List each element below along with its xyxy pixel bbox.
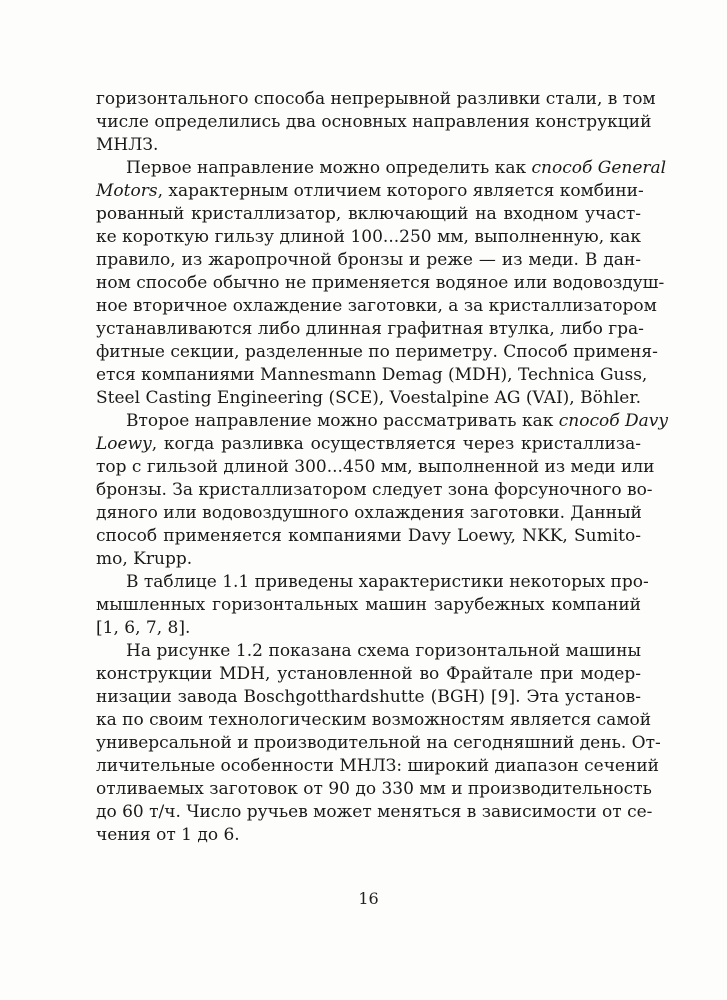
text-line [96,824,641,847]
text-segment: ном способе обычно не применяется водяное или водовоздуш- [96,273,665,293]
text-segment: низации завода Boschgotthardshutte (BGH) [9]. Эта установ- [96,687,641,707]
text-line [96,341,658,364]
text-line [96,157,667,180]
text-line [96,686,641,709]
text-segment: числе определились два основных направления конструкций [96,112,652,132]
text-segment: устанавливаются либо длинная графитная втулка, либо гра- [96,319,644,339]
text-line [96,502,641,525]
text-segment: правило, из жаропрочной бронзы и реже — из меди. В дан- [96,250,641,270]
text-segment: личительные особенности МНЛЗ: широкий диапазон сечений [96,756,659,776]
text-segment: ке короткую гильзу длиной 100...250 мм, выполненную, как [96,227,641,247]
text-segment: мышленных горизонтальных машин зарубежных компаний [96,595,641,615]
italic-text-segment: способ Davy [558,411,668,431]
text-line [96,732,661,755]
text-line [96,709,652,732]
text-block [96,88,668,847]
text-line [96,295,657,318]
text-segment: Steel Casting Engineering (SCE), Voestalpine AG (VAI), Böhler. [96,388,641,408]
text-line [96,249,641,272]
text-segment: На рисунке 1.2 показана схема горизонтальной машины [126,641,641,661]
text-line [96,663,641,686]
text-line [96,364,648,387]
text-line [96,410,668,433]
text-line [96,203,641,226]
text-line [96,571,649,594]
text-segment: отливаемых заготовок от 90 до 330 мм и производительность [96,779,652,799]
text-segment: ется компаниями Mannesmann Demag (MDH), Technica Guss, [96,365,648,385]
text-segment: , когда разливка осуществляется через кристаллиза- [151,434,641,454]
text-segment: фитные секции, разделенные по периметру. Способ применя- [96,342,658,362]
text-line [96,433,641,456]
text-segment: , характерным отличием которого является комбини- [157,181,644,201]
text-segment: [1, 6, 7, 8]. [96,618,191,638]
paragraph [96,157,667,410]
text-segment: ка по своим технологическим возможностям является самой [96,710,652,730]
text-line [96,180,644,203]
text-segment: чения от 1 до 6. [96,825,240,845]
text-segment: бронзы. За кристаллизатором следует зона форсуночного во- [96,480,653,500]
italic-text-segment: Loewy [96,434,152,454]
text-segment: МНЛЗ. [96,135,159,155]
italic-text-segment: способ General [531,158,667,178]
paragraph [96,571,649,640]
text-line [96,111,652,134]
text-line [96,272,665,295]
text-segment: Второе направление можно рассматривать как [126,411,559,431]
text-line [96,617,641,640]
text-line [96,594,641,617]
text-segment: тор с гильзой длиной 300...450 мм, выполненной из меди или [96,457,655,477]
text-segment: дяного или водовоздушного охлаждения заготовки. Данный [96,503,642,523]
text-line [96,134,641,157]
text-segment: до 60 т/ч. Число ручьев может меняться в зависимости от се- [96,802,653,822]
page-number: 16 [358,889,379,908]
text-line [96,456,655,479]
italic-text-segment: Motors [96,181,158,201]
text-line [96,525,641,548]
text-segment: В таблице 1.1 приведены характеристики некоторых про- [126,572,649,592]
text-line [96,548,641,571]
text-segment: mo, Krupp. [96,549,193,569]
text-line [96,387,641,410]
paragraph [96,410,668,571]
text-line [96,640,641,663]
paragraph [96,88,656,157]
text-line [96,226,641,249]
text-line [96,778,652,801]
text-segment: способ применяется компаниями Davy Loewy, NKK, Sumito- [96,526,641,546]
text-segment: конструкции MDH, установленной во Фрайтале при модер- [96,664,641,684]
text-segment: ное вторичное охлаждение заготовки, а за кристаллизатором [96,296,657,316]
text-line [96,88,656,111]
text-segment: горизонтального способа непрерывной разливки стали, в том [96,89,656,109]
paragraph [96,640,661,847]
text-line [96,479,653,502]
text-line [96,318,644,341]
text-line [96,755,659,778]
text-line [96,801,653,824]
text-segment: универсальной и производительной на сегодняшний день. От- [96,733,661,753]
text-segment: рованный кристаллизатор, включающий на входном участ- [96,204,641,224]
text-segment: Первое направление можно определить как [126,158,532,178]
